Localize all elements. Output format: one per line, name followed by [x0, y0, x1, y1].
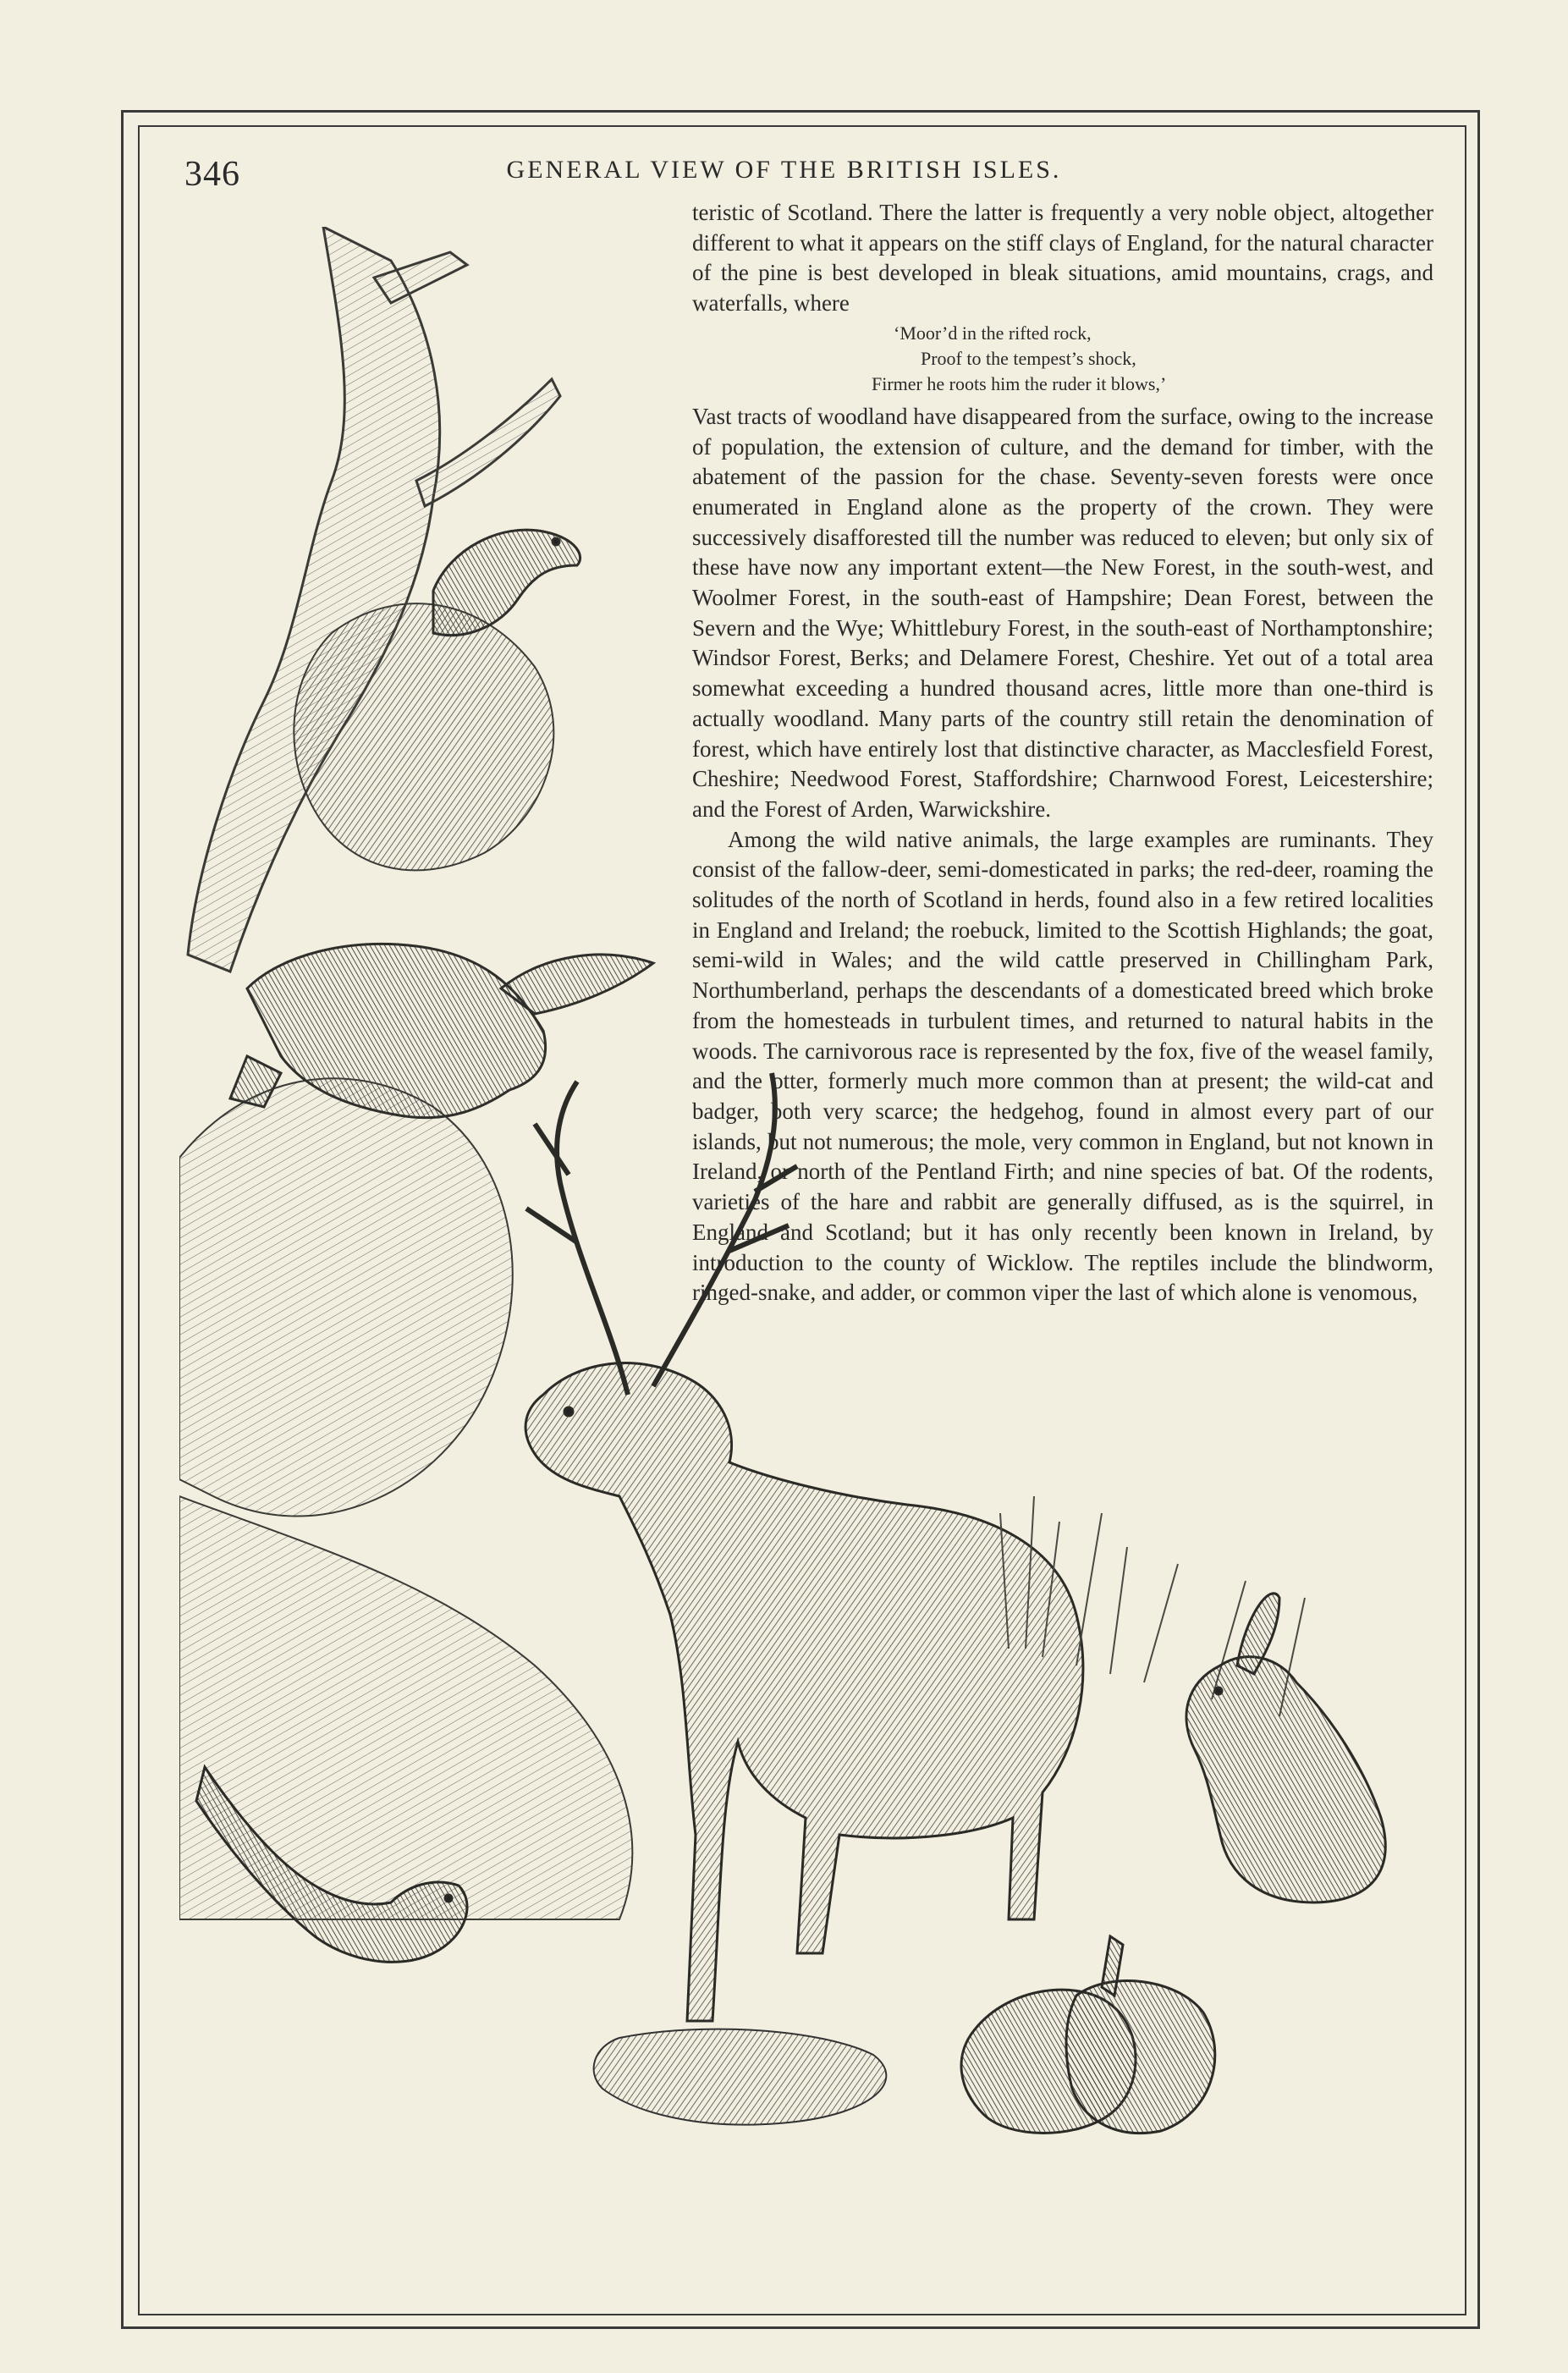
- rabbits-pair: [961, 1936, 1215, 2133]
- opening-paragraph: teristic of Scotland. There the latter is frequently a very noble object, altogether different to what it appears on the stiff clays of England, for the natural character of the pine is best developed in bleak situations, amid mountains, crags, and waterfalls, where: [692, 200, 1433, 317]
- verse-line: Firmer he roots him the ruder it blows,’: [872, 372, 1167, 394]
- stoat: [433, 530, 580, 636]
- verse-line: Proof to the tempest’s shock,: [921, 347, 1136, 369]
- body-text-column: [692, 198, 1433, 1308]
- pool: [594, 2029, 887, 2125]
- page-number: 346: [184, 155, 240, 194]
- paragraph-forests: Vast tracts of woodland have disappeared from the surface, owing to the increase of population, the extension of culture, and the demand for timber, with the abatement of the passion for the chase. Seventy-seven forests were once enumerated in England alone as the property of the crown. They were successively disafforested till the number was reduced to eleven; but only six of these have now any important extent—the New Forest, in the south-west, and Woolmer Forest, in the south-east of Hampshire; Dean Forest, between the Severn and the Wye; Whittlebury Forest, in the south-east of Northamptonshire; Windsor Forest, Berks; and Delamere Forest, Cheshire. Yet out of a total area somewhat exceeding a hundred thousand acres, little more than one-third is actually woodland. Many parts of the country still retain the denomination of forest, which have entirely lost that distinctive character, as Macclesfield Forest, Cheshire; Needwood Forest, Staffordshire; Charnwood Forest, Leicestershire; and the Forest of Arden, Warwickshire.: [692, 403, 1433, 822]
- paragraph-animals: Among the wild native animals, the large examples are ruminants. They consist of the fallow-deer, semi-domesticated in parks; the red-deer, roaming the solitudes of the north of Scotland in herds, found also in a few retired localities in England and Ireland; the roebuck, limited to the Scottish Highlands; the goat, semi-wild in Wales; and the wild cattle preserved in Chillingham Park, Northumberland, perhaps the descendants of a domesticated breed which broke from the homesteads in turbulent times, and returned to natural habits in the woods. The carnivorous race is represented by the fox, five of the weasel family, and the otter, formerly much more common than at present; the wild-cat and badger, both very scarce; the hedgehog, found in almost every part of our islands, but not numerous; the mole, very common in England, but not known in Ireland, or north of the Pentland Firth; and nine species of bat. Of the rodents, varieties of the hare and rabbit are generally diffused, as is the squirrel, in England and Scotland; but it has only recently been known in Ireland, by introduction to the county of Wicklow. The reptiles include the blindworm, ringed-snake, and adder, or common viper the last of which alone is venomous,: [692, 826, 1433, 1306]
- running-head: GENERAL VIEW OF THE BRITISH ISLES.: [506, 156, 1062, 184]
- verse-quotation: [692, 321, 1433, 397]
- verse-line: ‘Moor’d in the rifted rock,: [894, 322, 1092, 344]
- rabbit-standing: [1186, 1594, 1385, 1902]
